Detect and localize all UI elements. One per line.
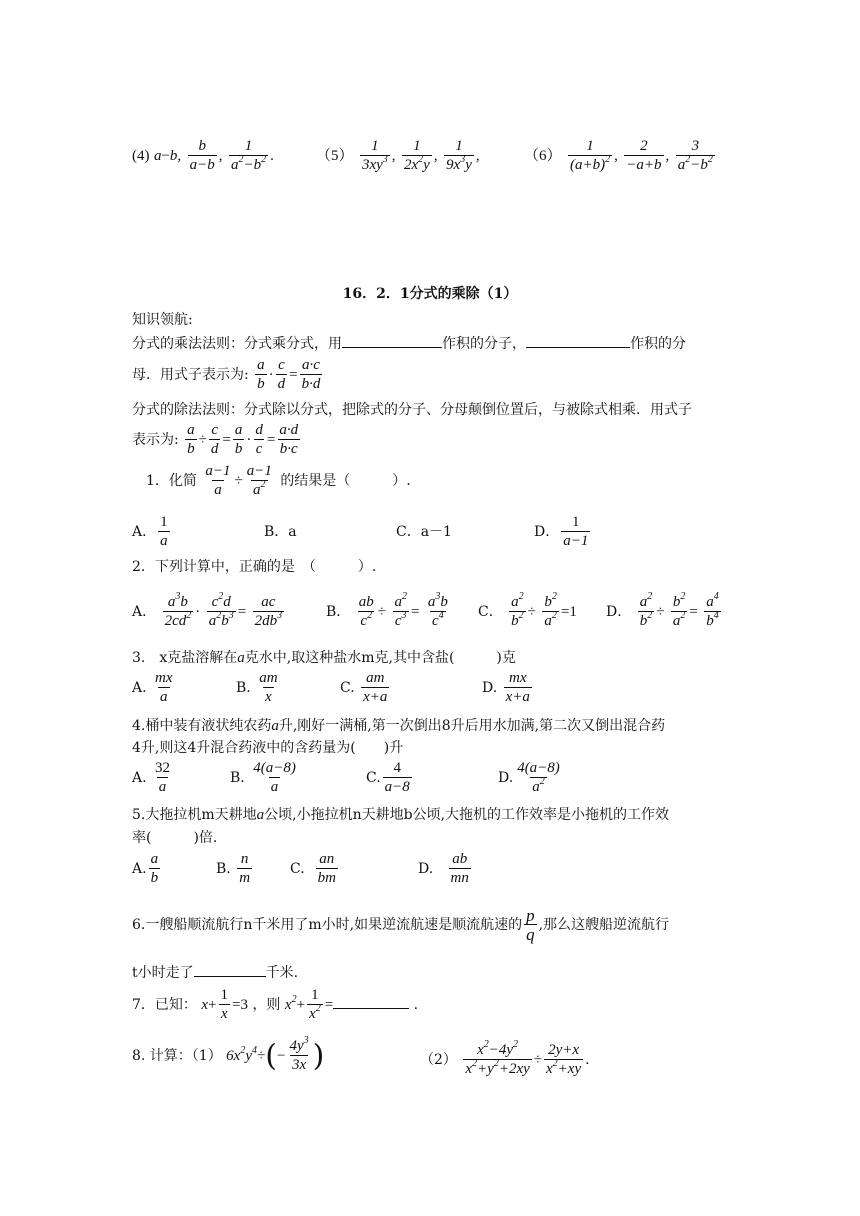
option-label: D. — [498, 770, 514, 786]
fraction: $\frac{a}{b}$ — [187, 422, 195, 457]
answer-blank[interactable] — [333, 994, 409, 1009]
option-label: A. — [132, 770, 147, 786]
q4-line1: 4.桶中装有液状纯农药a升,刚好一满桶,第一次倒出8升后用水加满,第二次又倒出混合药 — [132, 718, 666, 734]
fraction: $\frac{4y^3}{3x}$ — [289, 1035, 309, 1073]
q3-stem: 3. x克盐溶解在a克水中,取这种盐水m克,其中含盐( )克 — [132, 650, 516, 666]
item4-expr: a — [153, 148, 162, 164]
q1-stem: 1．化简 $\frac{a-1}{a}$ ÷ $\frac{a-1}{a^2}$ 的结果是（ ）. — [146, 463, 411, 498]
q3-option-c[interactable] — [340, 670, 391, 706]
q7-stem-a: 7．已知： — [132, 997, 197, 1013]
option-label: B． — [326, 604, 351, 620]
item4-label: (4) — [132, 148, 150, 164]
fraction: $\frac{b^2}{a^2}$ — [544, 591, 557, 629]
q2-c-tail: =1 — [560, 604, 577, 620]
fraction: $\frac{mx}{x+a}$ — [505, 670, 530, 705]
fraction: $\frac{1}{a-1}$ — [563, 514, 589, 549]
fraction: $\frac{1}{3xy^3}$ — [361, 138, 388, 173]
q5-line1-b: 公顷,小拖拉机n天耕地b公顷,大拖机的工作效率是小拖机的工作效 — [264, 807, 670, 823]
fraction: $\frac{a}{b}$ — [257, 357, 265, 392]
option-label: D． — [606, 604, 632, 620]
q6-line1 — [132, 907, 669, 943]
q8-part2: （2） $\frac{x^2-4y^2}{x^2+y^2+2xy}$ ÷ $\frac{2y+x}{x^2+xy}$ . — [420, 1039, 590, 1077]
q1-stem-a: 1．化简 — [146, 473, 197, 489]
option-label: C． — [478, 604, 503, 620]
section-title: 16．2．1分式的乘除（1） — [342, 286, 518, 302]
div-rule-text-b: 表示为: — [132, 432, 179, 448]
top-row-item6: （6） $\frac{1}{(a+b)^2}$ , $\frac{2}{-a+b}$ , $\frac{3}{a^2-b^2}$ — [524, 138, 713, 173]
fraction: $\frac{ab}{c^2}$ — [358, 594, 374, 629]
fraction: $\frac{1}{9x^3y}$ — [446, 138, 472, 173]
q6-line2-a: t小时走了 — [132, 965, 194, 981]
fraction: $\frac{4(a-8)}{a}$ — [253, 760, 296, 795]
q5-line1-a: 5.大拖拉机m天耕地 — [132, 807, 257, 823]
option-label: B. — [236, 680, 251, 696]
fraction: $\frac{a-1}{a}$ — [205, 463, 231, 498]
fraction: $\frac{1}{(a+b)^2}$ — [569, 138, 611, 173]
q2-stem: 2．下列计算中，正确的是 （ ）. — [132, 559, 377, 575]
option-label: B. — [216, 861, 231, 877]
answer-blank[interactable] — [194, 962, 266, 977]
q8-part2-label: （2） — [420, 1052, 457, 1068]
fraction: $\frac{a\cdot d}{b\cdot c}$ — [279, 422, 299, 457]
q7-stem-b: ，则 — [252, 997, 281, 1013]
q2-option-a[interactable]: A． $\frac{a^3b}{2cd^2}$ · $\frac{c^2d}{a^2b^3}$ = $\frac{ac}{2db^3}$ — [132, 591, 283, 629]
fraction: $\frac{a^3b}{c^4}$ — [427, 591, 448, 629]
fraction: $\frac{c^2d}{a^2b^3}$ — [208, 591, 234, 629]
fraction: $\frac{c}{d}$ — [277, 357, 286, 392]
option-label: C. — [366, 770, 381, 786]
q1-option-c[interactable]: C．a－1 — [396, 524, 452, 540]
top-row-item5: （5） $\frac{1}{3xy^3}$ , $\frac{1}{2x^2y}$ , $\frac{1}{9x^3y}$ , — [316, 138, 480, 173]
fraction: $\frac{am}{x+a}$ — [363, 670, 388, 705]
q5-line1: 5.大拖拉机m天耕地a公顷,小拖拉机n天耕地b公顷,大拖机的工作效率是小拖机的工作效 — [132, 807, 670, 823]
fraction: $\frac{a\cdot c}{b\cdot d}$ — [301, 357, 321, 392]
q1-option-d[interactable] — [534, 514, 592, 550]
q7-line: 7．已知： x+ $\frac{1}{x}$ =3 ，则 $x^2+$ $\frac{1}{x^2}$ = . — [132, 987, 419, 1022]
q5-option-a[interactable] — [132, 851, 162, 887]
q2-option-c[interactable]: C． $\frac{a^2}{b^2}$ ÷ $\frac{b^2}{a^2}$ =1 — [478, 591, 577, 629]
q6-line2 — [132, 962, 298, 983]
fraction: $\frac{a-1}{a^2}$ — [246, 463, 272, 498]
option-label: B. — [230, 770, 245, 786]
q2-option-b[interactable]: B． $\frac{ab}{c^2}$ ÷ $\frac{a^2}{c^3}$ = $\frac{a^3b}{c^4}$ — [326, 591, 448, 629]
q6-line1-b: ,那么这艘船逆流航行 — [538, 917, 670, 933]
fraction: $\frac{a^3b}{2cd^2}$ — [164, 591, 192, 629]
div-formula-line: 表示为: $\frac{a}{b}$ ÷ $\frac{c}{d}$ = $\frac{a}{b}$ · $\frac{d}{c}$ = $\frac{a\cdot d}{b\cdot c}$ — [132, 422, 299, 457]
top-row-item4: (4) a−b, $\frac{b}{a-b}$ , $\frac{1}{a^2-b^2}$ . — [132, 138, 274, 173]
q4-option-a[interactable] — [132, 760, 174, 796]
q7-end: . — [413, 997, 419, 1013]
q8-end: . — [585, 1052, 590, 1068]
fraction: $\frac{b}{a-b}$ — [189, 138, 215, 173]
q6-line2-b: 千米. — [265, 965, 299, 981]
fraction: $\frac{a^2}{b^2}$ — [639, 591, 653, 629]
fraction: $\frac{d}{c}$ — [255, 422, 263, 457]
q3-option-d[interactable] — [482, 670, 534, 706]
option-label: C. — [340, 680, 355, 696]
fraction: $\frac{ac}{2db^3}$ — [254, 594, 283, 629]
fraction: $\frac{n}{m}$ — [239, 851, 251, 886]
answer-blank[interactable] — [342, 333, 442, 348]
q8-stem: 8. 计算：（1） — [132, 1048, 222, 1064]
q4-line2: 4升,则这4升混合药液中的含药量为( )升 — [132, 740, 404, 756]
fraction: $\frac{4(a-8)}{a^2}$ — [517, 760, 560, 795]
q5-option-b[interactable] — [216, 851, 254, 887]
item5-label: （5） — [316, 148, 354, 164]
answer-blank[interactable] — [526, 333, 630, 348]
q3-option-a[interactable] — [132, 670, 177, 706]
fraction: $\frac{3}{a^2-b^2}$ — [677, 138, 713, 173]
q1-option-a[interactable] — [132, 514, 172, 550]
mult-rule-text-b: 作积的分子， — [442, 336, 526, 352]
q8-line: 8. 计算：（1） $6x^2y^4\div(-$ $\frac{4y^3}{3x}$ ) — [132, 1035, 325, 1074]
item6-label: （6） — [524, 148, 562, 164]
fraction: $\frac{a}{b}$ — [234, 422, 243, 457]
fraction: $\frac{c}{d}$ — [210, 422, 219, 457]
q1-stem-b: 的结果是（ ）. — [280, 473, 411, 489]
option-label: A． — [132, 604, 157, 620]
q6-line1-a: 6.一艘船顺流航行n千米用了m小时,如果逆流航速是顺流航速的 — [132, 917, 523, 933]
fraction: $\frac{p}{q}$ — [526, 906, 535, 944]
option-label: A. — [132, 861, 147, 877]
q3-stem-a: 3. x克盐溶解在 — [132, 650, 238, 666]
fraction: $\frac{1}{a}$ — [160, 514, 168, 549]
q1-option-b[interactable]: B．a — [264, 524, 297, 540]
option-label: A． — [132, 524, 157, 540]
fraction: $\frac{1}{x}$ — [220, 987, 229, 1022]
mult-rule-line — [132, 333, 686, 354]
intro-heading: 知识领航: — [132, 312, 193, 328]
q4-line1-a: 4.桶中装有液状纯农药 — [132, 718, 272, 734]
q5-line2: 率( )倍. — [132, 830, 218, 846]
q4-option-d[interactable] — [498, 760, 564, 796]
option-label: D. — [482, 680, 498, 696]
fraction: $\frac{32}{a}$ — [155, 760, 171, 795]
fraction: $\frac{am}{x}$ — [259, 670, 278, 705]
option-label: C. — [290, 861, 305, 877]
fraction: $\frac{1}{x^2}$ — [309, 987, 321, 1022]
div-rule-line: 分式的除法法则：分式除以分式，把除式的分子、分母颠倒位置后，与被除式相乘．用式子 — [132, 402, 692, 418]
fraction: $\frac{b^2}{a^2}$ — [672, 591, 686, 629]
q3-stem-b: 克水中,取这种盐水m克,其中含盐( )克 — [244, 650, 516, 666]
q5-option-d[interactable] — [418, 851, 473, 887]
mult-formula-line: 母．用式子表示为: $\frac{a}{b}$ · $\frac{c}{d}$ = $\frac{a\cdot c}{b\cdot d}$ — [132, 357, 321, 392]
option-label: A. — [132, 680, 147, 696]
mult-rule-text-c: 作积的分 — [630, 336, 686, 352]
fraction: $\frac{an}{bm}$ — [317, 851, 336, 886]
q2-option-d[interactable]: D． $\frac{a^2}{b^2}$ ÷ $\frac{b^2}{a^2}$ = $\frac{a^4}{b^4}$ — [606, 591, 719, 629]
fraction: $\frac{a}{b}$ — [150, 851, 159, 886]
option-label: D. — [418, 861, 434, 877]
q5-option-c[interactable] — [290, 851, 340, 887]
q3-option-b[interactable] — [236, 670, 282, 706]
fraction: $\frac{a^4}{b^4}$ — [706, 591, 719, 629]
fraction: $\frac{x^2-4y^2}{x^2+y^2+2xy}$ — [465, 1039, 530, 1077]
fraction: $\frac{a^2}{b^2}$ — [511, 591, 524, 629]
mult-rule-text-a: 分式的乘法法则：分式乘分式，用 — [132, 336, 342, 352]
fraction: $\frac{ab}{mn}$ — [450, 851, 469, 886]
fraction: $\frac{2y+x}{x^2+xy}$ — [546, 1042, 582, 1077]
fraction: $\frac{a^2}{c^3}$ — [394, 591, 407, 629]
q4-option-c[interactable] — [366, 760, 414, 796]
fraction: $\frac{1}{2x^2y}$ — [404, 138, 430, 173]
option-label: D． — [534, 524, 560, 540]
mult-rule-text-d: 母．用式子表示为: — [132, 367, 249, 383]
fraction: $\frac{mx}{a}$ — [155, 670, 173, 705]
fraction: $\frac{1}{a^2-b^2}$ — [230, 138, 267, 173]
q4-option-b[interactable] — [230, 760, 300, 796]
fraction: $\frac{2}{-a+b}$ — [626, 138, 662, 173]
q4-line1-b: 升,刚好一满桶,第一次倒出8升后用水加满,第二次又倒出混合药 — [278, 718, 666, 734]
fraction: $\frac{4}{a-8}$ — [384, 760, 410, 795]
